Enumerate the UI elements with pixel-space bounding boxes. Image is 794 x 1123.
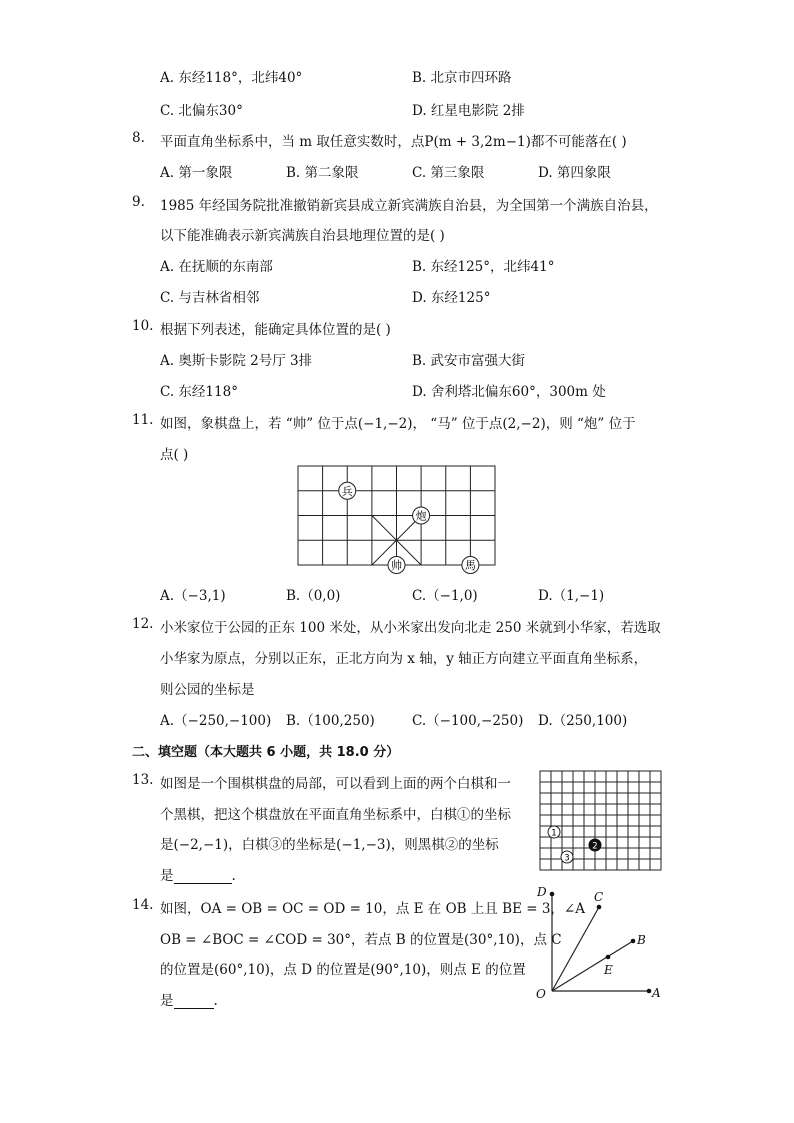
piece-shuai	[388, 557, 405, 574]
q9-option-c: C. 与吉林省相邻	[160, 290, 260, 306]
q13-line4-suffix: .	[231, 868, 236, 884]
q14-line1: 如图，OA = OB = OC = OD = 10，点 E 在 OB 上且 BE = 3，∠A	[160, 901, 585, 917]
label-e: E	[604, 963, 613, 977]
go-board-figure	[532, 766, 668, 876]
ray-ob	[552, 941, 633, 991]
ray-oc	[552, 907, 599, 991]
q8-number: 8.	[132, 130, 145, 146]
piece-bing-label: 兵	[341, 485, 353, 498]
q12-option-a: A.（−250,−100)	[160, 713, 272, 729]
q13-answer-blank[interactable]	[174, 869, 232, 884]
point-d	[550, 892, 555, 897]
q10-option-b: B. 武安市富强大街	[412, 353, 526, 369]
q9-option-b: B. 东经125°，北纬41°	[412, 259, 555, 275]
q11-option-b: B.（0,0)	[286, 588, 341, 604]
q10-text: 根据下列表述，能确定具体位置的是( )	[160, 322, 391, 338]
q13-line4	[160, 864, 236, 884]
q12-option-c: C.（−100,−250)	[412, 713, 524, 729]
point-b	[631, 939, 636, 944]
piece-shuai-label: 帅	[391, 559, 402, 572]
label-c: C	[594, 890, 604, 904]
q11-number: 11.	[132, 412, 154, 428]
white-stone-1	[548, 826, 560, 839]
piece-ma	[462, 557, 479, 574]
q11-line2: 点( )	[160, 447, 189, 463]
q12-line1: 小米家位于公园的正东 100 米处，从小米家出发向北走 250 米就到小华家，若选取	[160, 620, 661, 636]
q14-line4-suffix: .	[213, 993, 218, 1009]
q13-line2: 个黑棋，把这个棋盘放在平面直角坐标系中，白棋①的坐标	[160, 807, 511, 823]
q13-line4-prefix: 是	[160, 868, 174, 884]
q14-line2: OB = ∠BOC = ∠COD = 30°，若点 B 的位置是(30°,10)，点 C	[160, 932, 562, 948]
point-a	[647, 989, 652, 994]
q7-option-b: B. 北京市四环路	[412, 70, 512, 86]
q10-option-c: C. 东经118°	[160, 384, 238, 400]
q11-line1: 如图，象棋盘上，若 “帅” 位于点(−1,−2)， “马” 位于点(2,−2)，则 “炮” 位于	[160, 416, 636, 432]
q9-line2: 以下能准确表示新宾满族自治县地理位置的是( )	[160, 228, 445, 244]
q7-option-a: A. 东经118°，北纬40°	[160, 70, 303, 86]
q9-option-d: D. 东经125°	[412, 290, 491, 306]
q10-option-a: A. 奥斯卡影院 2号厅 3排	[160, 353, 313, 369]
label-o: O	[536, 987, 546, 1001]
q8-option-a: A. 第一象限	[160, 165, 233, 181]
piece-ma-label: 馬	[464, 559, 476, 572]
point-c	[597, 905, 602, 910]
q12-line3: 则公园的坐标是	[160, 682, 255, 698]
piece-pao-label: 炮	[415, 509, 427, 523]
q11-option-d: D.（1,−1)	[538, 588, 605, 604]
chess-board-figure	[292, 462, 502, 580]
label-d: D	[537, 885, 547, 899]
label-a: A	[652, 986, 661, 1000]
point-e	[606, 955, 611, 960]
q13-line3: 是(−2,−1)，白棋③的坐标是(−1,−3)，则黑棋②的坐标	[160, 837, 499, 853]
angle-diagram-figure	[530, 882, 670, 1002]
q14-answer-blank[interactable]	[174, 994, 214, 1009]
q8-text: 平面直角坐标系中，当 m 取任意实数时，点P(m + 3,2m−1)都不可能落在( )	[160, 134, 627, 150]
q9-line1: 1985 年经国务院批准撤销新宾县成立新宾满族自治县，为全国第一个满族自治县，	[160, 198, 658, 214]
q8-option-c: C. 第三象限	[412, 165, 485, 181]
q14-number: 14.	[132, 897, 154, 913]
q8-option-b: B. 第二象限	[286, 165, 359, 181]
label-b: B	[637, 933, 646, 947]
black-stone-2	[589, 839, 601, 852]
q12-number: 12.	[132, 616, 154, 632]
q10-option-d: D. 舍利塔北偏东60°，300m 处	[412, 384, 606, 400]
section-heading-fill-in: 二、填空题（本大题共 6 小题，共 18.0 分）	[132, 745, 400, 760]
q13-line1: 如图是一个围棋棋盘的局部，可以看到上面的两个白棋和一	[160, 776, 511, 792]
q14-line3: 的位置是(60°,10)，点 D 的位置是(90°,10)，则点 E 的位置	[160, 962, 526, 978]
q11-option-a: A.（−3,1)	[160, 588, 226, 604]
piece-pao	[413, 507, 430, 524]
q12-line2: 小华家为原点，分别以正东，正北方向为 x 轴，y 轴正方向建立平面直角坐标系，	[160, 651, 648, 667]
q7-option-d: D. 红星电影院 2排	[412, 103, 525, 119]
q13-number: 13.	[132, 772, 154, 788]
q7-option-c: C. 北偏东30°	[160, 103, 243, 119]
q8-option-d: D. 第四象限	[538, 165, 611, 181]
q12-option-b: B.（100,250)	[286, 713, 375, 729]
piece-bing	[339, 482, 356, 499]
white-stone-3	[561, 851, 573, 864]
q9-option-a: A. 在抚顺的东南部	[160, 259, 273, 275]
q11-option-c: C.（−1,0)	[412, 588, 478, 604]
white-stone-3-label: 3	[564, 853, 570, 864]
q14-line4-prefix: 是	[160, 993, 174, 1009]
q14-line4	[160, 989, 218, 1009]
q12-option-d: D.（250,100)	[538, 713, 628, 729]
q9-number: 9.	[132, 194, 145, 210]
q10-number: 10.	[132, 318, 154, 334]
white-stone-1-label: 1	[551, 828, 557, 839]
black-stone-2-label: 2	[592, 841, 598, 852]
